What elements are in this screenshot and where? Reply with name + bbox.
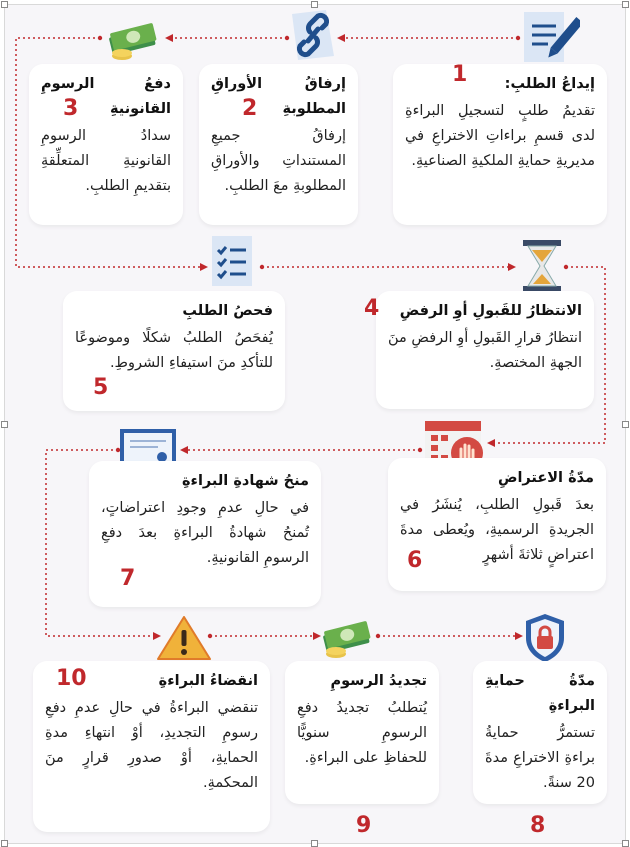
step-number-7: 7	[120, 566, 136, 591]
step-title: مدّةُ الاعتراضِ	[497, 470, 594, 486]
step-body: إرفاقُ جميعِ المستنداتِ والأوراقِ المطلوبةِ معَ الطلبِ.	[211, 128, 346, 194]
warning-triangle-icon	[156, 614, 212, 666]
step-card-3	[29, 64, 183, 225]
step-body: تقديمُ طلبٍ لتسجيلِ البراءةِ لدى قسمِ براءاتِ الاختراعِ في مديريةِ حمايةِ الملكيةِ الصناعيةِ.	[405, 103, 595, 169]
step-number-2: 2	[242, 96, 258, 121]
step-body: في حالِ عدمِ وجودِ اعتراضاتٍ، تُمنحُ شهادةُ البراءةِ بعدَ دفعِ الرسومِ القانونيةِ.	[101, 500, 309, 566]
step-number-10: 10	[56, 666, 87, 691]
step-card-4	[376, 291, 594, 409]
step-title: منحُ شهادةِ البراءةِ	[181, 473, 309, 489]
step-card-2	[199, 64, 358, 225]
step-number-1: 1	[452, 62, 468, 87]
step-body: يُتطلبُ تجديدُ دفعِ الرسومِ سنويًّا للحفاظِ على البراءةِ.	[297, 700, 427, 766]
step-number-5: 5	[93, 375, 109, 400]
step-number-8: 8	[530, 813, 546, 838]
step-number-4: 4	[364, 296, 380, 321]
step-number-3: 3	[63, 96, 79, 121]
step-title: إيداعُ الطلبِ:	[504, 76, 595, 92]
step-body: انتظارُ قرارِ القَبولِ أوِ الرفضِ منَ الجهةِ المختصةِ.	[388, 330, 582, 371]
step-body: تنقضي البراءةُ في حالِ عدمِ دفعِ رسومِ التجديدِ، أوْ انتهاءِ مدةِ الحمايةِ، أوْ صدورِ قرارٍ منَ المحكمةِ.	[45, 700, 258, 791]
step-title: انقضاءُ البراءةِ	[158, 673, 258, 689]
step-number-9: 9	[356, 813, 372, 838]
step-body: تستمرُّ حمايةُ براءةِ الاختراعِ مدةَ 20 سنةً.	[485, 725, 595, 791]
step-title: إرفاقُ الأوراقِ المطلوبةِ	[211, 76, 346, 117]
step-card-9	[285, 661, 439, 804]
step-body: يُفحَصُ الطلبُ شكلًا وموضوعًا للتأكدِ منَ استيفاءِ الشروطِ.	[75, 330, 273, 371]
checklist-document-icon	[206, 234, 258, 294]
step-title: دفعُ الرسومِ القانونيةِ	[41, 76, 171, 117]
money-stack-icon	[318, 616, 376, 664]
chain-link-icon	[290, 8, 336, 66]
step-body: سدادُ الرسومِ القانونيةِ المتعلِّقةِ بتقديمِ الطلبِ.	[41, 128, 171, 194]
shield-lock-icon	[522, 612, 568, 668]
step-title: فحصُ الطلبِ	[182, 303, 273, 319]
step-card-8	[473, 661, 607, 804]
pen-document-icon	[520, 8, 580, 70]
step-title: مدّةُ حمايةِ البراءةِ	[485, 673, 595, 714]
hourglass-icon	[519, 238, 565, 298]
step-body: بعدَ قَبولِ الطلبِ، يُنشَرُ في الجريدةِ الرسميةِ، ويُعطى مدةَ اعتراضٍ ثلاثةَ أشهرٍ	[400, 497, 594, 563]
step-title: تجديدُ الرسومِ	[330, 673, 427, 689]
step-card-1	[393, 64, 607, 225]
money-stack-icon	[104, 18, 162, 66]
step-title: الانتظارُ للقَبولِ أوِ الرفضِ	[399, 303, 582, 319]
step-number-6: 6	[407, 548, 423, 573]
